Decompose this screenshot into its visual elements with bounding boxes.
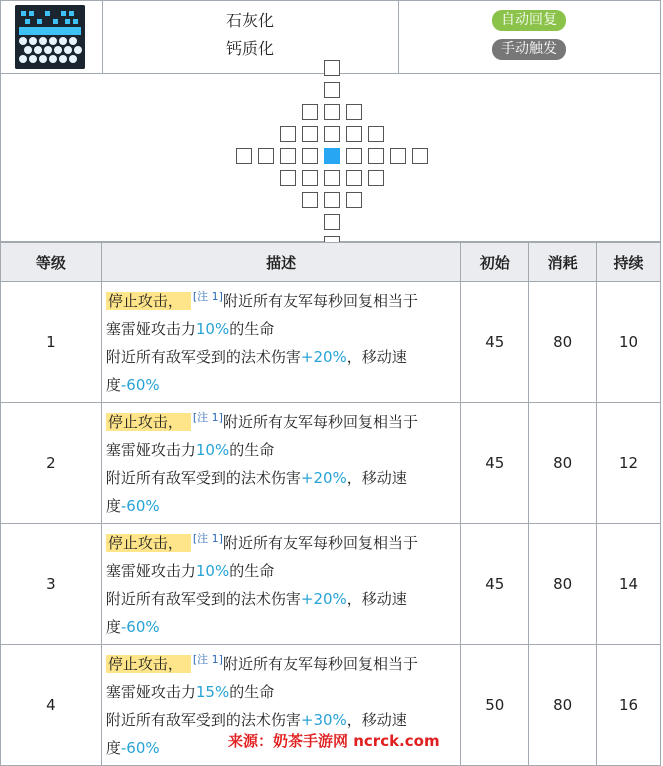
sp-cost-cell: 80 [529,524,597,645]
slow-value: -60% [120,497,160,515]
desc-text: 塞雷娅攻击力 [105,562,196,580]
sp-cost-cell: 80 [529,645,597,766]
desc-text: 的生命 [229,683,275,701]
slow-value: -60% [120,739,160,757]
trigger-type-badge: 手动触发 [492,39,566,60]
range-cell [368,148,384,164]
heal-value: 10% [195,320,230,338]
skill-icon [15,5,85,69]
range-cell [324,170,340,186]
sp-recovery-badge: 自动回复 [492,10,566,31]
range-cell [390,148,406,164]
duration-cell: 12 [597,403,661,524]
range-cell [412,148,428,164]
col-duration: 持续 [597,243,661,282]
range-cell [368,170,384,186]
table-header-row [1,243,661,282]
range-cell [258,148,274,164]
duration-cell: 16 [597,645,661,766]
heal-value: 10% [195,441,230,459]
col-sp-cost: 消耗 [529,243,597,282]
desc-text: 的生命 [229,320,275,338]
desc-text: 附近所有敌军受到的法术伤害 [105,348,301,366]
initial-sp-cell: 45 [461,524,529,645]
range-cell [324,104,340,120]
skill-name-alt: 钙质化 [225,39,274,58]
range-cell [302,192,318,208]
range-cell [280,170,296,186]
footnote-link[interactable]: [注 1] [192,653,223,666]
table-row [1,524,661,645]
desc-text: 的生命 [229,562,275,580]
desc-text: 度 [105,739,121,757]
range-cell [346,192,362,208]
slow-value: -60% [120,618,160,636]
duration-cell: 10 [597,282,661,403]
range-cell [302,148,318,164]
range-cell [324,82,340,98]
range-cell [346,104,362,120]
range-cell [324,214,340,230]
desc-text: ，移动速 [346,348,407,366]
desc-text: 附近所有敌军受到的法术伤害 [105,590,301,608]
skill-icon-cell [1,1,103,73]
desc-text: 度 [105,497,121,515]
range-cell [236,148,252,164]
sp-cost-cell: 80 [529,403,597,524]
damage-value: +20% [300,590,347,608]
skill-level-table [0,242,661,766]
range-cell [302,170,318,186]
duration-cell: 14 [597,524,661,645]
desc-text: 附近所有友军每秒回复相当于 [222,655,418,673]
col-description: 描述 [101,243,461,282]
level-cell: 1 [1,282,102,403]
footnote-link[interactable]: [注 1] [192,411,223,424]
range-cell [346,126,362,142]
highlight-stop-attack: 停止攻击， [106,534,191,552]
slow-value: -60% [120,376,160,394]
desc-text: 附近所有敌军受到的法术伤害 [105,711,301,729]
range-cell [346,148,362,164]
source-watermark: 来源：奶茶手游网 ncrck.com [228,732,440,750]
desc-text: 附近所有友军每秒回复相当于 [222,292,418,310]
range-cell [280,148,296,164]
range-cell [302,104,318,120]
damage-value: +20% [300,469,347,487]
description-cell [101,403,461,524]
desc-text: ，移动速 [346,711,407,729]
desc-text: 塞雷娅攻击力 [105,320,196,338]
level-cell: 2 [1,403,102,524]
desc-text: 塞雷娅攻击力 [105,441,196,459]
skill-type-cell [399,1,661,73]
footnote-link[interactable]: [注 1] [192,290,223,303]
heal-value: 10% [195,562,230,580]
level-cell: 4 [1,645,102,766]
skill-name: 石灰化 [225,11,274,30]
initial-sp-cell: 45 [461,282,529,403]
damage-value: +30% [300,711,347,729]
footnote-link[interactable]: [注 1] [192,532,223,545]
range-cell [324,192,340,208]
desc-text: ，移动速 [346,590,407,608]
initial-sp-cell: 50 [461,645,529,766]
range-cell [346,170,362,186]
desc-text: ，移动速 [346,469,407,487]
range-cell [368,126,384,142]
table-row [1,403,661,524]
sp-cost-cell: 80 [529,282,597,403]
desc-text: 度 [105,618,121,636]
range-cell-self [324,148,340,164]
desc-text: 的生命 [229,441,275,459]
range-cell [302,126,318,142]
range-cell [280,126,296,142]
level-cell: 3 [1,524,102,645]
col-initial-sp: 初始 [461,243,529,282]
desc-text: 附近所有敌军受到的法术伤害 [105,469,301,487]
desc-text: 度 [105,376,121,394]
range-cell [324,126,340,142]
desc-text: 附近所有友军每秒回复相当于 [222,413,418,431]
highlight-stop-attack: 停止攻击， [106,292,191,310]
desc-text: 塞雷娅攻击力 [105,683,196,701]
damage-value: +20% [300,348,347,366]
heal-value: 15% [195,683,230,701]
highlight-stop-attack: 停止攻击， [106,413,191,431]
table-row [1,282,661,403]
description-cell [101,282,461,403]
col-level: 等级 [1,243,102,282]
range-cell [324,60,340,76]
desc-text: 附近所有友军每秒回复相当于 [222,534,418,552]
description-cell [101,524,461,645]
initial-sp-cell: 45 [461,403,529,524]
skill-name-cell [102,1,399,73]
attack-range-grid [0,74,661,242]
highlight-stop-attack: 停止攻击， [106,655,191,673]
